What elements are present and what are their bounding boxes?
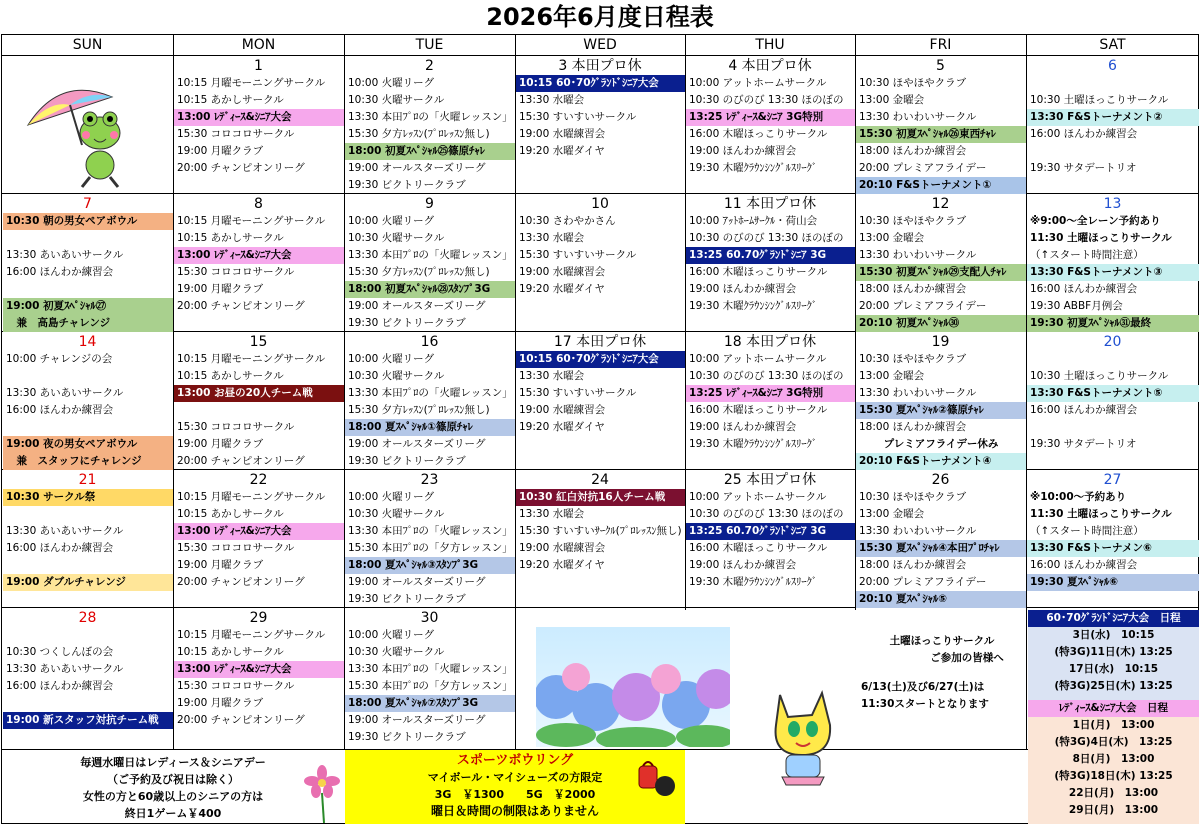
event-item[interactable]: 13:00 ﾚﾃﾞｨｰｽ&ｼﾆｱ大会 (174, 523, 344, 540)
event-item[interactable]: 13:30 わいわいサークル (859, 249, 977, 261)
event-item[interactable]: 19:00 ほんわか練習会 (689, 559, 797, 571)
event-item[interactable]: 13:30 本田ﾌﾟﾛの「火曜レッスン」 (348, 663, 513, 675)
event-item[interactable]: 15:30 本田ﾌﾟﾛの「夕方レッスン」 (348, 542, 513, 554)
day-number: 3 本田プロ休 (558, 58, 642, 74)
day-number: 18 本田プロ休 (723, 334, 817, 350)
event-item[interactable]: 19:30 ビクトリークラブ (348, 455, 466, 467)
event-item[interactable]: 16:00 ほんわか練習会 (1030, 559, 1138, 571)
event-item[interactable]: 19:30 ABBF月例会 (1030, 300, 1123, 312)
sports-title: スポーツボウリング (456, 753, 574, 768)
event-item[interactable]: 10:15 あかしサークル (177, 94, 284, 106)
event-item[interactable]: 13:30 あいあいサークル (6, 249, 124, 261)
day-number: 15 (249, 334, 268, 350)
ladies-senior-schedule (1028, 700, 1199, 824)
event-item[interactable]: 19:00 オールスターズリーグ (348, 438, 486, 450)
event-item[interactable]: 19:00 新スタッフ対抗チーム戦 (3, 712, 173, 729)
event-item[interactable]: 19:00 オールスターズリーグ (348, 162, 486, 174)
event-item[interactable]: 18:00 夏ｽﾍﾟｼｬﾙ⑦ｽﾀﾝﾌﾟ3G (345, 695, 515, 712)
day-number: 23 (420, 472, 439, 488)
event-item[interactable]: 20:00 チャンピオンリーグ (177, 455, 305, 467)
day-number: 27 (1103, 472, 1122, 488)
event-item[interactable]: 10:00 アットホームサークル (689, 77, 827, 89)
event-item[interactable]: 19:20 水曜ダイヤ (519, 421, 605, 433)
event-item[interactable]: 13:25 60.70ｸﾞﾗﾝﾄﾞｼﾆｱ 3G (686, 523, 855, 540)
event-item[interactable]: 19:00 夜の男女ペアボウル (3, 436, 173, 453)
event-item[interactable]: 10:15 月曜モーニングサークル (177, 629, 326, 641)
event-item[interactable]: 13:30 水曜会 (519, 232, 585, 244)
event-item[interactable]: 19:00 月曜クラブ (177, 697, 264, 709)
ladies-senior-title: ﾚﾃﾞｨｰｽ&ｼﾆｱ大会 日程 (1028, 700, 1199, 717)
event-item[interactable]: 19:30 木曜ｸﾗｳﾝｼﾝｸﾞﾙｽﾘｰｸﾞ (689, 576, 818, 588)
event-item[interactable]: 16:00 ほんわか練習会 (1030, 404, 1138, 416)
event-item[interactable]: 10:30 のびのび 13:30 ほのぼの (689, 94, 844, 106)
weekday-header: MON (241, 37, 276, 53)
grand-senior-title: 60･70ｸﾞﾗﾝﾄﾞｼﾆｱ大会 日程 (1028, 610, 1199, 627)
event-item[interactable]: 13:00 ﾚﾃﾞｨｰｽ&ｼﾆｱ大会 (174, 661, 344, 678)
event-item[interactable]: 10:30 ほやほやクラブ (859, 77, 967, 89)
event-item[interactable]: 10:15 60･70ｸﾞﾗﾝﾄﾞｼﾆｱ大会 (516, 75, 685, 92)
event-item[interactable]: 19:30 夏ｽﾍﾟｼｬﾙ⑥ (1027, 574, 1199, 591)
day-number: 26 (931, 472, 950, 488)
event-item[interactable]: 10:30 土曜ほっこりサークル (1030, 370, 1169, 382)
sports-line2: 3G ￥1300 5G ￥2000 (434, 788, 596, 801)
saturday-notice (857, 627, 1027, 747)
bowling-ball-icon (633, 758, 677, 798)
event-item[interactable]: 19:30 ビクトリークラブ (348, 593, 466, 605)
event-item[interactable]: 19:00 ダブルチャレンジ (3, 574, 173, 591)
event-item[interactable]: 18:00 初夏ｽﾍﾟｼｬﾙ㉕篠原ﾁｬﾚ (345, 143, 515, 160)
sports-bowling-info (345, 750, 685, 824)
event-item[interactable]: 19:20 水曜ダイヤ (519, 145, 605, 157)
ladies-senior-row: 29日(月) 13:00 (1068, 804, 1159, 816)
event-item[interactable]: 18:00 夏ｽﾍﾟｼｬﾙ①篠原ﾁｬﾚ (345, 419, 515, 436)
event-item[interactable]: 13:25 ﾚﾃﾞｨｰｽ&ｼﾆｱ 3G特別 (686, 109, 855, 126)
day-number: 21 (78, 472, 97, 488)
event-item[interactable]: 16:00 ほんわか練習会 (6, 680, 114, 692)
day-number: 24 (591, 472, 609, 488)
event-item[interactable]: 15:30 コロコロサークル (177, 266, 295, 278)
sports-line1: マイボール・マイシューズの方限定 (427, 771, 603, 784)
event-item[interactable]: 10:15 あかしサークル (177, 232, 284, 244)
event-item[interactable]: 13:00 金曜会 (859, 508, 925, 520)
event-item[interactable]: 10:15 月曜モーニングサークル (177, 353, 326, 365)
event-item[interactable]: 19:00 ほんわか練習会 (689, 283, 797, 295)
event-item[interactable]: 13:30 本田ﾌﾟﾛの「火曜レッスン」 (348, 111, 513, 123)
event-item[interactable]: 18:00 ほんわか練習会 (859, 421, 967, 433)
event-item[interactable]: 13:30 わいわいサークル (859, 111, 977, 123)
event-item[interactable]: 20:00 チャンピオンリーグ (177, 714, 305, 726)
ladies-day-line1: 毎週水曜日はレディース＆シニアデー (80, 756, 266, 769)
event-item[interactable]: 16:00 ほんわか練習会 (6, 266, 114, 278)
event-item[interactable]: 15:30 初夏ｽﾍﾟｼｬﾙ㉖東西ﾁｬﾚ (856, 126, 1026, 143)
day-number: 2 (425, 58, 434, 74)
event-item[interactable]: 10:30 のびのび 13:30 ほのぼの (689, 232, 844, 244)
grand-senior-row: 3日(水) 10:15 (1072, 629, 1155, 641)
event-item[interactable]: 20:10 夏ｽﾍﾟｼｬﾙ⑤ (856, 591, 1026, 608)
calendar-grid (1, 34, 1199, 824)
event-item[interactable]: 19:30 ビクトリークラブ (348, 179, 466, 191)
event-item[interactable]: 兼 スタッフにチャレンジ (3, 453, 173, 470)
event-item[interactable]: 20:00 プレミアフライデー (859, 162, 987, 174)
grand-senior-row: (特3G)11日(木) 13:25 (1054, 646, 1173, 658)
event-item[interactable]: 16:00 ほんわか練習会 (1030, 283, 1138, 295)
event-item[interactable]: 13:00 ﾚﾃﾞｨｰｽ&ｼﾆｱ大会 (174, 109, 344, 126)
event-item[interactable]: 16:00 ほんわか練習会 (1030, 128, 1138, 140)
saturday-notice-line4: 11:30スタートとなります (861, 698, 989, 710)
event-item[interactable]: 10:15 月曜モーニングサークル (177, 77, 326, 89)
event-item[interactable]: 19:00 月曜クラブ (177, 283, 264, 295)
event-item[interactable]: 10:00 アットホームサークル (689, 491, 827, 503)
event-item[interactable]: 19:20 水曜ダイヤ (519, 559, 605, 571)
event-item[interactable]: 13:25 60.70ｸﾞﾗﾝﾄﾞｼﾆｱ 3G (686, 247, 855, 264)
event-item[interactable]: 13:00 金曜会 (859, 370, 925, 382)
day-number: 19 (931, 334, 950, 350)
event-item[interactable]: 13:30 あいあいサークル (6, 525, 124, 537)
day-number: 10 (591, 196, 609, 212)
event-item[interactable]: 11:30 土曜ほっこりサークル (1030, 232, 1172, 244)
event-item[interactable]: 19:30 サタデートリオ (1030, 162, 1137, 174)
day-number: 13 (1103, 196, 1122, 212)
grand-senior-row: (特3G)25日(木) 13:25 (1054, 680, 1173, 692)
event-item[interactable]: 13:00 ﾚﾃﾞｨｰｽ&ｼﾆｱ大会 (174, 247, 344, 264)
event-item[interactable]: 13:25 ﾚﾃﾞｨｰｽ&ｼﾆｱ 3G特別 (686, 385, 855, 402)
event-item[interactable]: 19:30 ビクトリークラブ (348, 731, 466, 743)
day-number: 5 (936, 58, 945, 74)
event-item[interactable]: 10:00 チャレンジの会 (6, 353, 113, 365)
event-item[interactable]: 10:30 紅白対抗16人チーム戦 (516, 489, 685, 506)
day-number: 22 (249, 472, 268, 488)
event-item[interactable]: 15:30 すいすいｻｰｸﾙ(ﾌﾟﾛﾚｯｽﾝ無し) (519, 525, 682, 537)
event-item[interactable]: 18:00 夏ｽﾍﾟｼｬﾙ③ｽﾀﾝﾌﾟ3G (345, 557, 515, 574)
event-item[interactable]: 10:00 ｱｯﾄﾎｰﾑｻｰｸﾙ・荷山会 (689, 215, 818, 227)
event-item[interactable]: 19:00 オールスターズリーグ (348, 714, 486, 726)
day-number: 12 (931, 196, 950, 212)
ladies-day-info (2, 750, 344, 824)
event-item[interactable]: 19:30 木曜ｸﾗｳﾝｼﾝｸﾞﾙｽﾘｰｸﾞ (689, 162, 818, 174)
event-item[interactable]: 10:30 火曜サークル (348, 232, 445, 244)
event-item[interactable]: 20:00 プレミアフライデー (859, 300, 987, 312)
event-item[interactable]: 19:00 オールスターズリーグ (348, 576, 486, 588)
event-item[interactable]: 15:30 すいすいサークル (519, 387, 637, 399)
event-item[interactable]: 10:30 ほやほやクラブ (859, 491, 967, 503)
weekday-header: SUN (72, 37, 103, 53)
ladies-day-line3: 女性の方と60歳以上のシニアの方は (82, 790, 264, 803)
ladies-senior-row: 1日(月) 13:00 (1072, 719, 1155, 731)
event-item[interactable]: 13:30 F&Sトーナメント③ (1027, 264, 1199, 281)
event-item[interactable]: （↑スタート時間注意） (1030, 525, 1144, 537)
weekday-header: SAT (1099, 37, 1126, 53)
event-item[interactable]: 15:30 初夏ｽﾍﾟｼｬﾙ㉙支配人ﾁｬﾚ (856, 264, 1026, 281)
event-item[interactable]: 10:30 朝の男女ペアボウル (3, 213, 173, 230)
event-item[interactable]: 15:30 夏ｽﾍﾟｼｬﾙ②篠原ﾁｬﾚ (856, 402, 1026, 419)
day-number: 7 (83, 196, 92, 212)
event-item[interactable]: 10:30 さわやかさん (519, 215, 616, 227)
event-item[interactable]: 10:30 火曜サークル (348, 508, 445, 520)
event-item[interactable]: 19:00 ほんわか練習会 (689, 145, 797, 157)
event-item[interactable]: 13:30 水曜会 (519, 508, 585, 520)
event-item[interactable]: 19:00 ほんわか練習会 (689, 421, 797, 433)
event-item[interactable]: 19:30 木曜ｸﾗｳﾝｼﾝｸﾞﾙｽﾘｰｸﾞ (689, 438, 818, 450)
event-item[interactable]: 10:00 火曜リーグ (348, 629, 435, 641)
event-item[interactable]: 15:30 すいすいサークル (519, 249, 637, 261)
weekday-header: THU (755, 37, 785, 53)
event-item[interactable]: 10:00 火曜リーグ (348, 215, 435, 227)
ladies-day-line2: （ご予約及び祝日は除く） (107, 773, 239, 786)
event-item[interactable]: 10:15 あかしサークル (177, 646, 284, 658)
event-item[interactable]: 13:30 F&Sトーナメント② (1027, 109, 1199, 126)
event-item[interactable]: 16:00 木曜ほっこりサークル (689, 128, 828, 140)
event-item[interactable]: 16:00 ほんわか練習会 (6, 542, 114, 554)
ladies-senior-row: 22日(月) 13:00 (1068, 787, 1159, 799)
saturday-notice-line3: 6/13(土)及び6/27(土)は (861, 681, 985, 693)
event-item[interactable]: 15:30 本田ﾌﾟﾛの「夕方レッスン」 (348, 680, 513, 692)
event-item[interactable]: 19:30 木曜ｸﾗｳﾝｼﾝｸﾞﾙｽﾘｰｸﾞ (689, 300, 818, 312)
event-item[interactable]: 19:30 ビクトリークラブ (348, 317, 466, 329)
event-item[interactable]: 13:30 あいあいサークル (6, 387, 124, 399)
event-item[interactable]: 19:00 水曜練習会 (519, 404, 606, 416)
event-item[interactable]: 13:00 金曜会 (859, 232, 925, 244)
day-number: 1 (254, 58, 263, 74)
ladies-senior-row: (特3G)4日(木) 13:25 (1054, 736, 1173, 748)
event-item[interactable]: 20:10 初夏ｽﾍﾟｼｬﾙ㉚ (856, 315, 1026, 332)
day-number: 20 (1103, 334, 1122, 350)
day-number: 4 本田プロ休 (728, 58, 812, 74)
event-item[interactable]: 15:30 夕方ﾚｯｽﾝ(ﾌﾟﾛﾚｯｽﾝ無し) (348, 266, 490, 278)
event-item[interactable]: 19:30 初夏ｽﾍﾟｼｬﾙ㉛最終 (1027, 315, 1199, 332)
event-item[interactable]: 15:30 コロコロサークル (177, 128, 295, 140)
event-item[interactable]: 13:30 わいわいサークル (859, 525, 977, 537)
event-item[interactable]: 10:15 あかしサークル (177, 370, 284, 382)
event-item[interactable]: 10:30 火曜サークル (348, 646, 445, 658)
event-item[interactable]: 18:00 ほんわか練習会 (859, 145, 967, 157)
event-item[interactable]: 10:30 のびのび 13:30 ほのぼの (689, 370, 844, 382)
event-item[interactable]: 10:30 つくしんぼの会 (6, 646, 114, 658)
day-number: 11 本田プロ休 (723, 196, 817, 212)
weekday-header: FRI (929, 37, 952, 53)
event-item[interactable]: 15:30 コロコロサークル (177, 542, 295, 554)
day-number: 28 (78, 610, 97, 626)
event-item[interactable]: 10:15 月曜モーニングサークル (177, 215, 326, 227)
event-item[interactable]: 10:15 あかしサークル (177, 508, 284, 520)
event-item[interactable]: 20:00 チャンピオンリーグ (177, 576, 305, 588)
event-item[interactable]: 15:30 夕方ﾚｯｽﾝ(ﾌﾟﾛﾚｯｽﾝ無し) (348, 404, 490, 416)
event-item[interactable]: 10:30 火曜サークル (348, 370, 445, 382)
event-item[interactable]: 10:30 のびのび 13:30 ほのぼの (689, 508, 844, 520)
event-item[interactable]: 10:00 アットホームサークル (689, 353, 827, 365)
event-item[interactable]: 19:00 水曜練習会 (519, 128, 606, 140)
event-item[interactable]: 16:00 木曜ほっこりサークル (689, 266, 828, 278)
event-item[interactable]: 15:30 夏ｽﾍﾟｼｬﾙ④本田ﾌﾟﾛﾁｬﾚ (856, 540, 1026, 557)
weekday-header: WED (583, 37, 617, 53)
day-number: 9 (425, 196, 434, 212)
event-item[interactable]: 10:30 ほやほやクラブ (859, 353, 967, 365)
day-number: 30 (420, 610, 439, 626)
hydrangea-illustration (536, 627, 730, 747)
event-item[interactable]: 16:00 木曜ほっこりサークル (689, 542, 828, 554)
event-item[interactable]: 13:30 あいあいサークル (6, 663, 124, 675)
saturday-notice-line1: 土曜ほっこりサークル (889, 635, 995, 647)
event-item[interactable]: 10:30 サークル祭 (3, 489, 173, 506)
day-number: 16 (420, 334, 439, 350)
event-item[interactable]: 10:00 火曜リーグ (348, 491, 435, 503)
event-item[interactable]: 15:30 夕方ﾚｯｽﾝ(ﾌﾟﾛﾚｯｽﾝ無し) (348, 128, 490, 140)
event-item[interactable]: （↑スタート時間注意） (1030, 249, 1144, 261)
event-item[interactable]: 16:00 ほんわか練習会 (6, 404, 114, 416)
event-item[interactable]: 13:00 金曜会 (859, 94, 925, 106)
event-item[interactable]: 13:30 本田ﾌﾟﾛの「火曜レッスン」 (348, 387, 513, 399)
event-item[interactable]: 10:30 土曜ほっこりサークル (1030, 94, 1169, 106)
event-item[interactable]: 20:00 チャンピオンリーグ (177, 300, 305, 312)
event-item[interactable]: 20:10 F&Sトーナメント① (856, 177, 1026, 194)
ladies-senior-row: 8日(月) 13:00 (1072, 753, 1155, 765)
event-item[interactable]: 13:30 水曜会 (519, 370, 585, 382)
day-number: 6 (1108, 58, 1117, 74)
event-item[interactable]: 19:00 月曜クラブ (177, 145, 264, 157)
event-item[interactable]: 20:10 F&Sトーナメント④ (856, 453, 1026, 470)
event-item[interactable]: 13:30 水曜会 (519, 94, 585, 106)
event-item[interactable]: 16:00 木曜ほっこりサークル (689, 404, 828, 416)
event-item[interactable]: 10:15 60･70ｸﾞﾗﾝﾄﾞｼﾆｱ大会 (516, 351, 685, 368)
saturday-notice-line2: ご参加の皆様へ (930, 652, 1004, 664)
event-item[interactable]: 19:30 サタデートリオ (1030, 438, 1137, 450)
frog-umbrella-illustration (20, 75, 140, 195)
event-item[interactable]: 19:20 水曜ダイヤ (519, 283, 605, 295)
day-number: 17 本田プロ休 (553, 334, 647, 350)
event-item[interactable]: 13:30 本田ﾌﾟﾛの「火曜レッスン」 (348, 249, 513, 261)
event-item[interactable]: 13:30 本田ﾌﾟﾛの「火曜レッスン」 (348, 525, 513, 537)
day-number: 29 (249, 610, 268, 626)
event-item[interactable]: ※10:00～予約あり (1030, 491, 1127, 503)
cat-character-illustration (750, 685, 860, 795)
event-item[interactable]: 18:00 ほんわか練習会 (859, 283, 967, 295)
event-item[interactable]: 13:00 お昼の20人チーム戦 (174, 385, 344, 402)
day-number: 14 (78, 334, 97, 350)
event-item[interactable]: 13:30 わいわいサークル (859, 387, 977, 399)
weekday-header: TUE (415, 37, 444, 53)
event-item[interactable]: 19:00 月曜クラブ (177, 438, 264, 450)
event-item[interactable]: 兼 高島チャレンジ (3, 315, 173, 332)
ladies-senior-row: (特3G)18日(木) 13:25 (1054, 770, 1173, 782)
event-item[interactable]: 13:30 F&Sトーナメント⑤ (1027, 385, 1199, 402)
event-item[interactable]: 10:30 ほやほやクラブ (859, 215, 967, 227)
event-item[interactable]: プレミアフライデー休み (883, 438, 999, 450)
event-item[interactable]: 18:00 初夏ｽﾍﾟｼｬﾙ㉘ｽﾀﾝﾌﾟ3G (345, 281, 515, 298)
event-item[interactable]: 15:30 コロコロサークル (177, 421, 295, 433)
event-item[interactable]: 20:00 チャンピオンリーグ (177, 162, 305, 174)
event-item[interactable]: 10:00 火曜リーグ (348, 353, 435, 365)
event-item[interactable]: 20:00 プレミアフライデー (859, 576, 987, 588)
event-item[interactable]: 18:00 ほんわか練習会 (859, 559, 967, 571)
event-item[interactable]: 13:30 F&Sトーナメン⑥ (1027, 540, 1199, 557)
day-number: 8 (254, 196, 263, 212)
event-item[interactable]: 19:00 水曜練習会 (519, 266, 606, 278)
event-item[interactable]: 19:00 水曜練習会 (519, 542, 606, 554)
day-number: 25 本田プロ休 (723, 472, 817, 488)
event-item[interactable]: 11:30 土曜ほっこりサークル (1030, 508, 1172, 520)
page-title: 2026年6月度日程表 (486, 3, 714, 31)
ladies-day-line4: 終日1ゲーム￥400 (124, 807, 222, 820)
event-item[interactable]: 10:15 月曜モーニングサークル (177, 491, 326, 503)
event-item[interactable]: 15:30 すいすいサークル (519, 111, 637, 123)
event-item[interactable]: 19:00 オールスターズリーグ (348, 300, 486, 312)
event-item[interactable]: ※9:00～全レーン予約あり (1030, 215, 1161, 227)
event-item[interactable]: 19:00 月曜クラブ (177, 559, 264, 571)
event-item[interactable]: 19:00 初夏ｽﾍﾟｼｬﾙ㉗ (3, 298, 173, 315)
event-item[interactable]: 15:30 コロコロサークル (177, 680, 295, 692)
sports-line3: 曜日＆時間の制限はありません (430, 804, 599, 818)
event-item[interactable]: 10:30 火曜サークル (348, 94, 445, 106)
grand-senior-row: 17日(水) 10:15 (1068, 663, 1159, 675)
event-item[interactable]: 10:00 火曜リーグ (348, 77, 435, 89)
